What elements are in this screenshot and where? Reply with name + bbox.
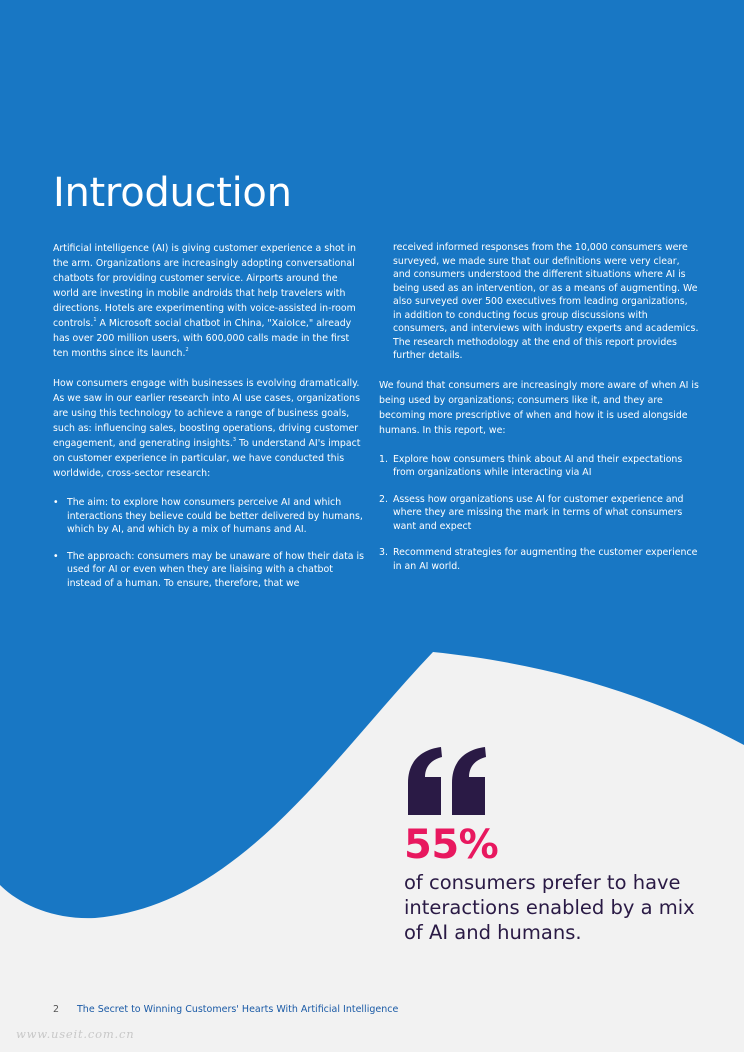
findings-paragraph: We found that consumers are increasingly more aware of when AI is being used by organizations; consumers like it, and they are becoming more prescriptive of when and how it is used alongside humans. In this report, we: xyxy=(379,379,699,436)
engagement-paragraph: How consumers engage with businesses is evolving dramatically. As we saw in our earlier research into AI use cases, organizations are using this technology to achieve a range of business goals, such as: influencing sales, boosting operations, driving customer engagement, and generating insights.$^3$ To understand AI's impact on customer experience in particular, we have conducted this worldwide, cross-sector research: xyxy=(53,378,361,479)
list-item: • The aim: to explore how consumers perceive AI and which interactions they believe could be better delivered by humans, which by AI, and which by a mix of humans and AI. xyxy=(53,497,363,535)
list-number: 1. xyxy=(379,453,388,465)
list-item: 1. Explore how consumers think about AI and their expectations from organizations while interacting via AI xyxy=(379,453,683,478)
page-title: Introduction xyxy=(53,170,292,216)
footnote-ref: 1 xyxy=(93,317,97,323)
watermark: www.useit.com.cn xyxy=(16,1027,135,1041)
footnote-ref: 3 xyxy=(232,437,237,443)
stat-percentage: 55% xyxy=(404,822,499,868)
list-item: 2. Assess how organizations use AI for customer experience and where they are missing the mark in terms of what consumers want and expect xyxy=(379,493,684,532)
stat-description: of consumers prefer to have interactions enabled by a mix of AI and humans. xyxy=(404,871,695,944)
right-column xyxy=(379,241,699,586)
page-footer xyxy=(53,1004,398,1015)
footnote-ref: 2 xyxy=(185,347,189,353)
report-goals-list xyxy=(379,453,699,574)
page-number: 2 xyxy=(53,1004,60,1015)
list-item: • The approach: consumers may be unaware of how their data is used for AI or even when they are liaising with a chatbot instead of a human. To ensure, therefore, that we xyxy=(53,550,364,589)
list-number: 2. xyxy=(379,493,388,505)
continuation-paragraph: received informed responses from the 10,000 consumers were surveyed, we made sure that our definitions were very clear, and consumers understood the different situations where AI is being used as an intervention, or as a means of augmenting. We also surveyed over 500 executives from leading organizations, in addition to conducting focus group discussions with consumers, and interviews with industry experts and academics. The research methodology at the end of this report provides further details. xyxy=(393,242,699,361)
bullet-marker: • xyxy=(53,497,59,508)
double-quote-icon xyxy=(405,745,491,815)
list-number: 3. xyxy=(379,547,388,558)
list-item: 3. Recommend strategies for augmenting the customer experience in an AI world. xyxy=(379,547,698,572)
research-bullet-list xyxy=(53,496,365,590)
footer-title: The Secret to Winning Customers' Hearts With Artificial Intelligence xyxy=(77,1004,399,1015)
intro-paragraph: Artificial intelligence (AI) is giving customer experience a shot in the arm. Organizations are increasingly adopting conversational chatbots for providing customer service. Airports around the world are investing in mobile androids that help travelers with directions. Hotels are experimenting with voice-assisted in-room controls.$^1$ A Microsoft social chatbot in China, "XaioIce," already has over 200 million users, with 600,000 calls made in the first ten months since its launch.$^2$ xyxy=(53,243,356,359)
bullet-marker: • xyxy=(53,550,59,562)
left-column xyxy=(53,241,365,603)
